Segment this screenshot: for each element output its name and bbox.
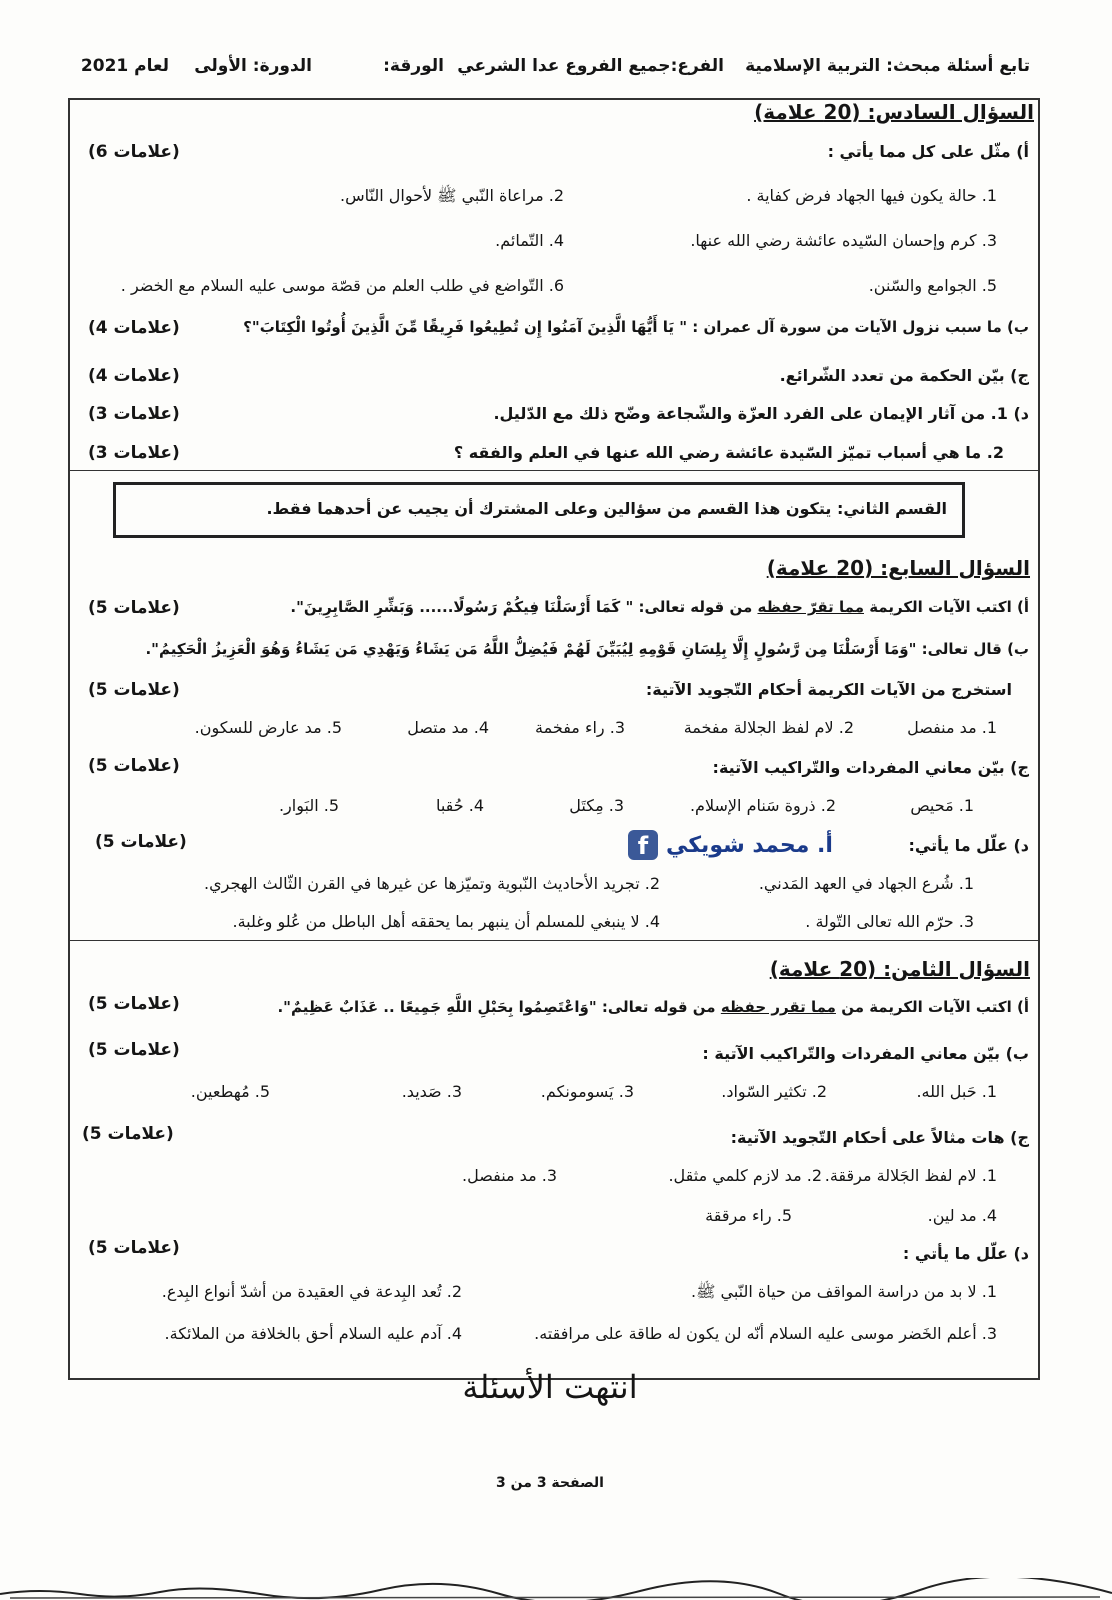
q6-b-marks: (4 علامات) xyxy=(88,318,180,338)
list-item: 3. راء مفخمة xyxy=(535,718,625,737)
facebook-icon: f xyxy=(628,830,658,860)
q6-c-text: ج) بيّن الحكمة من تعدد الشّرائع. xyxy=(779,366,1029,385)
question-8-title: السؤال الثامن: (20 علامة) xyxy=(769,957,1030,981)
q6-c-marks: (4 علامات) xyxy=(88,366,180,386)
list-item: 5. البَوار. xyxy=(278,796,339,815)
q7-a-marks: (5 علامات) xyxy=(88,598,180,618)
q6-d1-marks: (3 علامات) xyxy=(88,404,180,424)
list-item: 3. يَسومونكم. xyxy=(540,1082,634,1101)
q7-b-text: ب) قال تعالى: "وَمَا أَرْسَلْنَا مِن رَّسُولٍ إِلَّا بِلِسَانِ قَوْمِهِ لِيُبَيِّنَ لَهُمْ فَيُضِلُّ اللَّهُ مَن يَشَاءُ وَيَهْدِي مَن يَشَاءُ وَهُوَ الْعَزِيزُ الْحَكِيمُ". xyxy=(145,640,1029,658)
divider xyxy=(68,470,1040,471)
author-name: أ. محمد شويكي xyxy=(666,832,833,858)
q6-a-marks: (6 علامات) xyxy=(88,142,180,162)
list-item: 5. مُهطعين. xyxy=(190,1082,270,1101)
q8-d-marks: (5 علامات) xyxy=(88,1238,180,1258)
list-item: 4. التّمائم. xyxy=(495,231,564,250)
q8-b-text: ب) بيّن معاني المفردات والتّراكيب الآتية : xyxy=(702,1044,1029,1063)
q6-d1-text: د) 1. من آثار الإيمان على الفرد العزّة والشّجاعة وضّح ذلك مع الدّليل. xyxy=(493,404,1029,423)
list-item: 5. راء مرققة xyxy=(705,1206,792,1225)
author-watermark xyxy=(628,830,833,860)
list-item: 2. تُعد البِدعة في العقيدة من أشدّ أنواع البِدع. xyxy=(161,1282,462,1301)
question-7-title: السؤال السابع: (20 علامة) xyxy=(766,556,1030,580)
header-paper: الورقة: xyxy=(383,56,444,76)
list-item: 2. مراعاة النّبي ﷺ لأحوال النّاس. xyxy=(340,186,564,205)
list-item: 4. آدم عليه السلام أحق بالخلافة من الملائكة. xyxy=(164,1324,462,1343)
q7-c-marks: (5 علامات) xyxy=(88,756,180,776)
bottom-edge-scribble xyxy=(0,1578,1112,1600)
list-item: 5. مد عارض للسكون. xyxy=(194,718,342,737)
q6-b-text: ب) ما سبب نزول الآيات من سورة آل عمران : " يَا أَيُّهَا الَّذِينَ آمَنُوا إِن تُطِيعُوا فَرِيقًا مِّنَ الَّذِينَ أُوتُوا الْكِتَابَ"؟ xyxy=(243,318,1029,336)
q8-a-marks: (5 علامات) xyxy=(88,994,180,1014)
list-item: 2. مد لازم كلمي مثقل. xyxy=(668,1166,822,1185)
list-item: 2. ذروة سَنام الإسلام. xyxy=(689,796,836,815)
question-6-title: السؤال السادس: (20 علامة) xyxy=(754,100,1034,124)
list-item: 1. لام لفظ الجَلالة مرققة. xyxy=(824,1166,997,1185)
q8-b-marks: (5 علامات) xyxy=(88,1040,180,1060)
header-subject: تابع أسئلة مبحث: التربية الإسلامية xyxy=(745,56,1030,76)
list-item: 1. حالة يكون فيها الجهاد فرض كفاية . xyxy=(746,186,997,205)
q6-d2-text: 2. ما هي أسباب تميّز السّيدة عائشة رضي الله عنها في العلم والفقه ؟ xyxy=(453,443,1004,462)
header-year: لعام 2021 xyxy=(80,56,169,76)
q8-d-text: د) علّل ما يأتي : xyxy=(902,1244,1029,1263)
q7-c-text: ج) بيّن معاني المفردات والتّراكيب الآتية: xyxy=(712,758,1029,777)
list-item: 2. تكثير السّواد. xyxy=(721,1082,827,1101)
list-item: 1. مَحيص xyxy=(910,796,974,815)
header-session: الدورة: الأولى xyxy=(194,56,312,76)
q7-b-marks: (5 علامات) xyxy=(88,680,180,700)
list-item: 4. مد لين. xyxy=(927,1206,997,1225)
list-item: 3. حرّم الله تعالى التّولة . xyxy=(805,912,974,931)
q7-d-text: د) علّل ما يأتي: xyxy=(908,836,1029,855)
q7-d-marks: (5 علامات) xyxy=(95,832,187,852)
q6-a-text: أ) مثّل على كل مما يأتي : xyxy=(827,142,1029,161)
page-number: الصفحة 3 من 3 xyxy=(496,1475,604,1491)
list-item: 3. كرم وإحسان السّيده عائشة رضي الله عنها. xyxy=(690,231,997,250)
list-item: 4. لا ينبغي للمسلم أن ينبهر بما يحققه أهل الباطل من عُلو وغلبة. xyxy=(232,912,660,931)
list-item: 6. التّواضع في طلب العلم من قصّة موسى عليه السلام مع الخضر . xyxy=(120,276,564,295)
list-item: 2. لام لفظ الجلالة مفخمة xyxy=(683,718,854,737)
list-item: 1. مد منفصل xyxy=(907,718,997,737)
list-item: 2. تجريد الأحاديث النّبوية وتميّزها عن غيرها في القرن الثّالث الهجري. xyxy=(204,874,660,893)
section-2-instruction: القسم الثاني: يتكون هذا القسم من سؤالين وعلى المشترك أن يجيب عن أحدهما فقط. xyxy=(266,499,947,518)
q6-d2-marks: (3 علامات) xyxy=(88,443,180,463)
list-item: 3. أعلم الخَضر موسى عليه السلام أنّه لن يكون له طاقة على مرافقته. xyxy=(534,1324,997,1343)
list-item: 1. حَبل الله. xyxy=(916,1082,997,1101)
divider xyxy=(68,940,1040,941)
q8-a-text: أ) اكتب الآيات الكريمة من مما تقرر حفظه من قوله تعالى: "وَاعْتَصِمُوا بِحَبْلِ اللَّهِ جَمِيعًا .. عَذَابٌ عَظِيمٌ". xyxy=(277,998,1029,1016)
list-item: 3. مِكتَل xyxy=(569,796,624,815)
q8-c-text: ج) هات مثالاً على أحكام التّجويد الآتية: xyxy=(730,1128,1029,1147)
end-of-questions: انتهت الأسئلة xyxy=(462,1368,638,1406)
list-item: 1. شُرع الجهاد في العهد المَدني. xyxy=(758,874,974,893)
list-item: 1. لا بد من دراسة المواقف من حياة النّبي ﷺ. xyxy=(691,1282,997,1301)
list-item: 3. صَديد. xyxy=(401,1082,462,1101)
list-item: 3. مد منفصل. xyxy=(462,1166,557,1185)
header-branch: الفرع:جميع الفروع عدا الشرعي xyxy=(457,56,724,76)
q7-b-sub: استخرج من الآيات الكريمة أحكام التّجويد الآتية: xyxy=(645,680,1012,699)
list-item: 4. حُقبا xyxy=(435,796,484,815)
q8-c-marks: (5 علامات) xyxy=(82,1124,174,1144)
list-item: 4. مد متصل xyxy=(407,718,489,737)
q7-a-text: أ) اكتب الآيات الكريمة مما تقرّ حفظه من قوله تعالى: " كَمَا أَرْسَلْنَا فِيكُمْ رَسُولًا...... وَبَشِّرِ الصَّابِرِينَ". xyxy=(290,598,1029,616)
list-item: 5. الجوامع والسّنن. xyxy=(868,276,997,295)
